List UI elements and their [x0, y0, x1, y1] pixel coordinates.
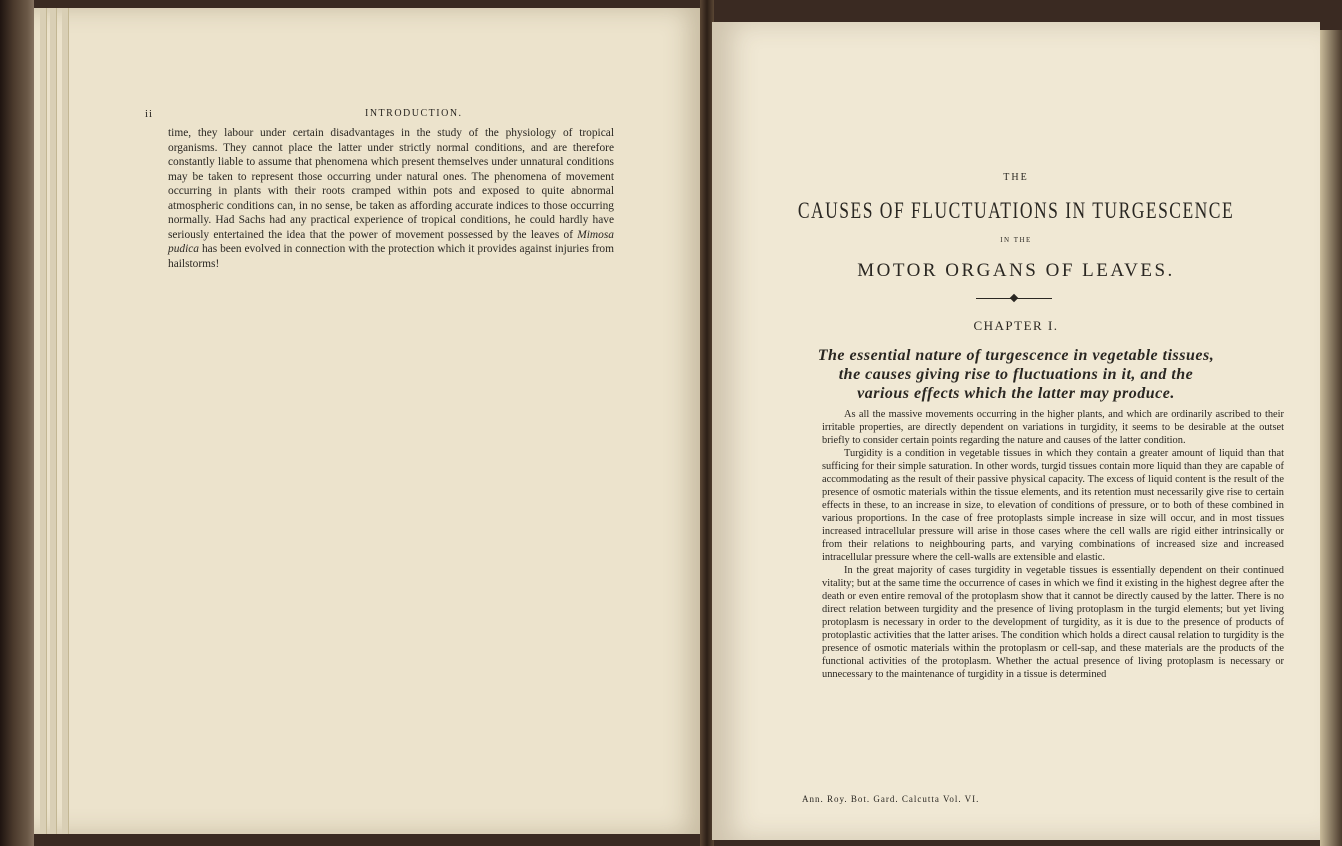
page-edge — [40, 8, 47, 834]
subtitle: MOTOR ORGANS OF LEAVES. — [857, 260, 1175, 281]
book-binding-left — [0, 0, 34, 846]
ornament-divider-icon — [976, 294, 1052, 302]
left-body-end: has been evolved in connection with the protection which it provides against injuries from hailstorms! — [168, 243, 614, 270]
running-title: INTRODUCTION. — [365, 108, 463, 119]
book-edge-right — [1320, 30, 1342, 846]
title-the: THE — [1003, 172, 1029, 183]
italic-term: Mimosa pudica — [168, 228, 614, 255]
chapter-heading: CHAPTER I. — [973, 318, 1059, 333]
title-in-the: IN THE — [1000, 236, 1032, 244]
running-head — [145, 108, 615, 126]
paragraph: As all the massive movements occurring in the higher plants, and which are ordinarily ascribed to their irritable properties, are directly dependent on variations in turgidity, it seems to be desirable at the outset briefly to consider certain points regarding the nature and causes of the latter condition. — [822, 409, 1284, 446]
page-footer: Ann. Roy. Bot. Gard. Calcutta Vol. VI. — [802, 794, 980, 804]
main-title: CAUSES OF FLUCTUATIONS IN TURGESCENCE — [797, 196, 1235, 224]
paragraph: In the great majority of cases turgidity in vegetable tissues is essentially dependent on their continued vitality; but at the same time the occurrence of cases in which we find it existing in the highest degree after the death or even entire removal of the protoplasm show that it cannot be directly caused by the latter. There is no direct relation between turgidity and the presence of living protoplasm in the turgid elements; but yet living protoplasm is necessary in order to the development of turgidity, as it is due to the presence of products of protoplastic activities that the latter arises. The condition which holds a direct causal relation to turgidity is the presence of osmotic materials within the protoplasm or cell-sap, and these materials are the products of the functional activities of the protoplasm. Whether the actual presence of living protoplasm is necessary or unnecessary to the maintenance of turgidity in a tissue is determined — [822, 565, 1284, 680]
left-page-body — [168, 126, 614, 271]
right-page-body — [822, 408, 1284, 681]
page-number: ii — [145, 108, 154, 120]
left-body-text: time, they labour under certain disadvantages in the study of the physiology of tropical organisms. They cannot place the latter under strictly normal conditions, and are therefore constantly liable to assume that phenomena which present themselves under unnatural conditions may be taken to represent those occurring under natural ones. The phenomena of movement occurring in plants with their roots cramped within pots and exposed to quite abnormal atmospheric conditions can, in no sense, be taken as affording accurate indices to those occurring normally. Had Sachs had any practical experience of tropical conditions, he could hardly have seriously entertained the idea that the power of movement possessed by the leaves of — [168, 127, 614, 241]
paragraph: Turgidity is a condition in vegetable tissues in which they contain a greater amount of liquid than that sufficing for their simple saturation. In other words, turgid tissues contain more liquid than they are capable of accommodating as the result of their passive physical capacity. The excess of liquid content is the result of the presence of osmotic materials within the tissue elements, and its retention must necessarily give rise to certain effects in these, to an increase in size, to elevation of conditions of pressure, or to both of these combined in various proportions. In the case of free protoplasts simple increase in size will occur, and in most tissues increased intracellular pressure will arise in those cases where the cell walls are rigid either intrinsically or from their relations to neighbouring parts, and varying combinations of increased size and increased intracellular pressure where the cell-walls are extensible and elastic. — [822, 448, 1284, 563]
page-edge — [62, 8, 69, 834]
chapter-title: The essential nature of turgescence in vegetable tissues, the causes giving rise to fluctuations in it, and the various effects which the latter may produce. — [817, 347, 1215, 402]
page-edge — [50, 8, 57, 834]
